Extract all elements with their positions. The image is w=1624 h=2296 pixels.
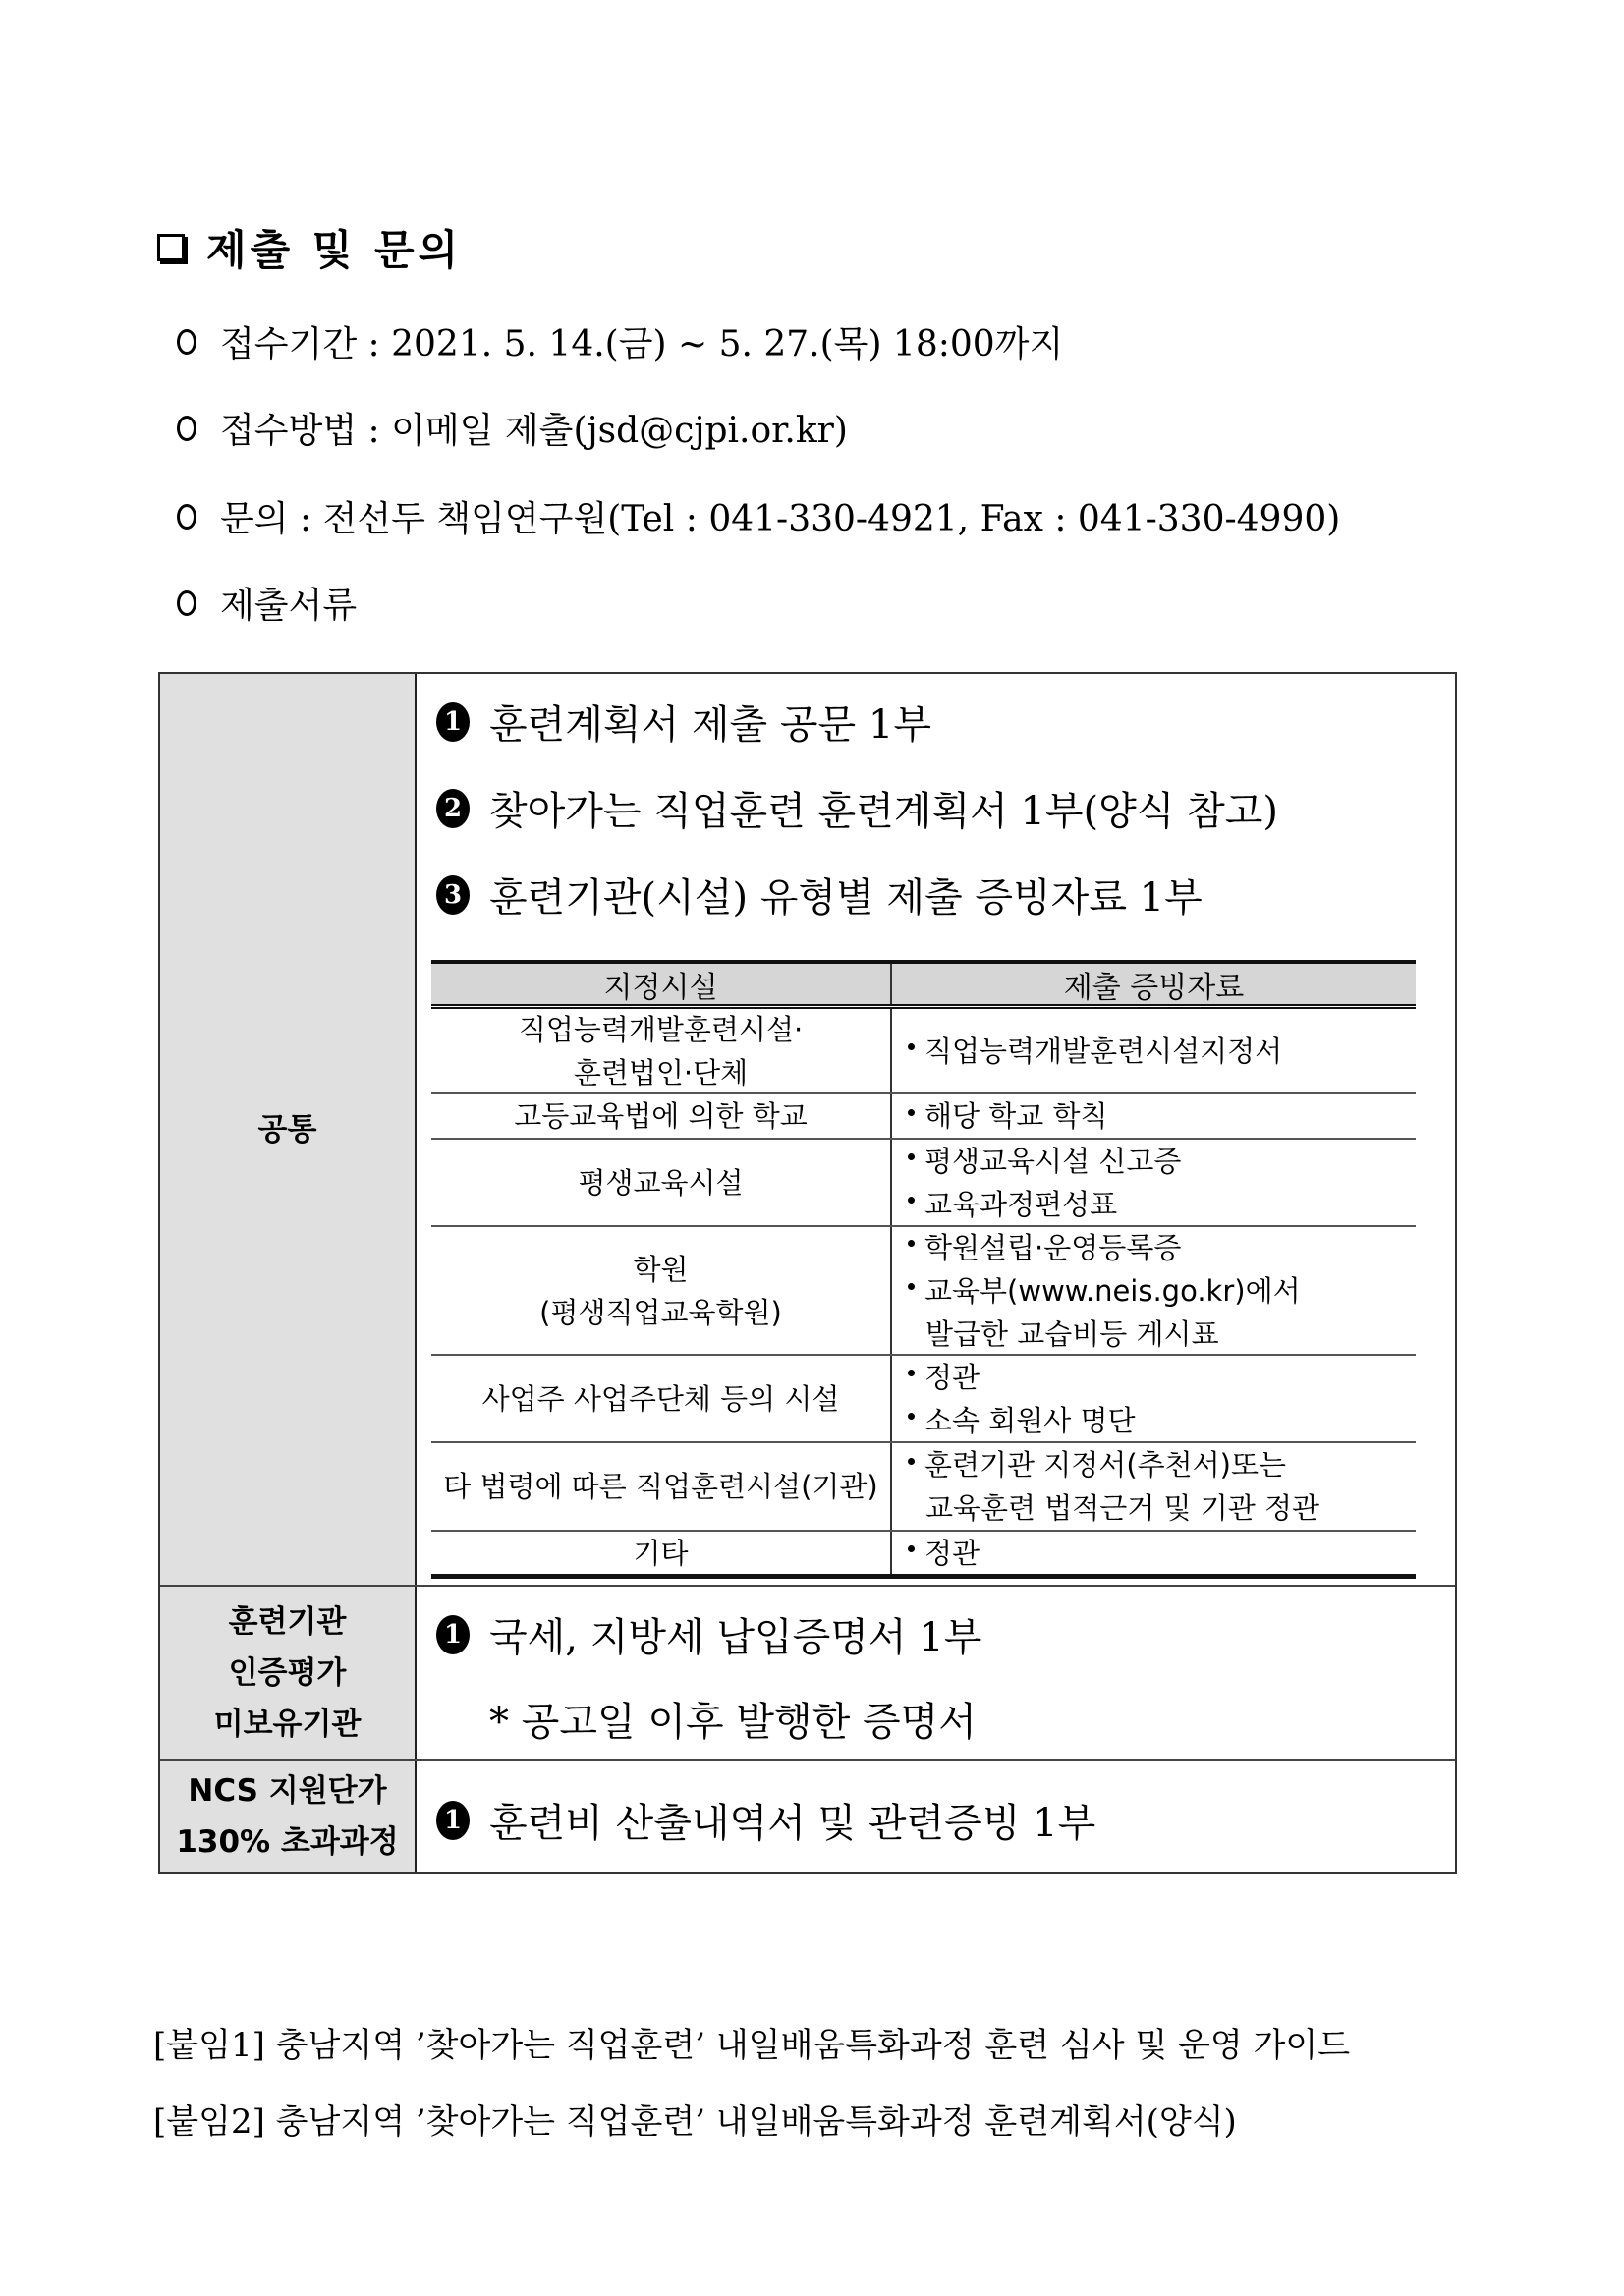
item-text: 훈련기관(시설) 유형별 제출 증빙자료 1부 — [489, 875, 1203, 921]
info-reception-period — [177, 316, 1063, 366]
table-row — [431, 1094, 1416, 1140]
number-badge-icon: 2 — [436, 789, 470, 828]
numbered-item — [436, 1606, 981, 1662]
info-reception-method — [177, 403, 848, 453]
header-facility: 지정시설 — [431, 964, 892, 1004]
circle-bullet-icon — [177, 329, 196, 355]
inner-table-header — [431, 960, 1416, 1004]
numbered-item — [436, 780, 1278, 836]
facility-cell — [431, 1532, 892, 1574]
category-label: 미보유기관 — [213, 1706, 362, 1742]
item-text: 찾아가는 직업훈련 훈련계획서 1부(양식 참고) — [489, 789, 1279, 834]
facility-text: 평생교육시설 — [578, 1165, 744, 1200]
facility-text: 타 법령에 따른 직업훈련시설(기관) — [443, 1470, 878, 1503]
evidence-text: 평생교육시설 신고증 — [924, 1144, 1182, 1178]
facility-cell — [431, 1009, 892, 1092]
evidence-text: 해당 학교 학칙 — [924, 1099, 1108, 1133]
table-row — [431, 1356, 1416, 1443]
category-label: 공통 — [257, 1111, 317, 1148]
info-text: 접수방법 : 이메일 제출(jsd@cjpi.or.kr) — [220, 411, 848, 451]
item-note: * 공고일 이후 발행한 증명서 — [489, 1700, 977, 1745]
evidence-cell — [892, 1227, 1416, 1354]
category-cell — [160, 674, 417, 1585]
category-label: NCS 지원단가 — [188, 1772, 387, 1809]
table-row-ncs-over-130 — [160, 1761, 1455, 1872]
number-badge-icon: 1 — [436, 1615, 470, 1654]
item-text: 훈련비 산출내역서 및 관련증빙 1부 — [489, 1801, 1096, 1846]
facility-cell — [431, 1443, 892, 1530]
evidence-cell — [892, 1094, 1416, 1138]
evidence-text: 훈련기관 지정서(추천서)또는 — [924, 1448, 1287, 1482]
facility-text: 훈련법인·단체 — [573, 1055, 749, 1090]
facility-text: 학원 — [633, 1252, 689, 1286]
evidence-cell — [892, 1009, 1416, 1092]
bullet-dot-icon — [908, 1545, 915, 1552]
evidence-cell — [892, 1443, 1416, 1530]
facility-cell — [431, 1356, 892, 1441]
info-documents — [177, 578, 357, 628]
evidence-text: 교육훈련 법적근거 및 기관 정관 — [925, 1491, 1320, 1525]
facility-text: 고등교육법에 의한 학교 — [514, 1099, 808, 1133]
bullet-dot-icon — [908, 1370, 915, 1376]
table-row — [431, 1140, 1416, 1227]
section-title — [157, 218, 462, 277]
evidence-text: 정관 — [924, 1536, 980, 1570]
attachment-1: [붙임1] 충남지역 ’찾아가는 직업훈련’ 내일배움특화과정 훈련 심사 및 운영 가이드 — [153, 2026, 1351, 2065]
bullet-dot-icon — [908, 1458, 915, 1465]
table-row — [431, 1532, 1416, 1579]
numbered-item — [436, 1792, 1095, 1848]
evidence-text: 학원설립·운영등록증 — [924, 1230, 1182, 1264]
evidence-cell — [892, 1140, 1416, 1225]
facility-text: 기타 — [633, 1536, 689, 1570]
evidence-cell — [892, 1532, 1416, 1574]
numbered-item — [436, 867, 1203, 923]
bullet-dot-icon — [908, 1283, 915, 1290]
evidence-text: 교육부(www.neis.go.kr)에서 — [924, 1273, 1301, 1308]
category-label: 130% 초과과정 — [176, 1823, 399, 1860]
bullet-dot-icon — [908, 1043, 915, 1050]
content-cell — [417, 1761, 1455, 1872]
info-text: 문의 : 전선두 책임연구원(Tel : 041-330-4921, Fax : 041-330-4990) — [220, 499, 1341, 539]
evidence-text: 교육과정편성표 — [924, 1187, 1118, 1221]
table-row-uncertified-institution — [160, 1587, 1455, 1761]
category-cell — [160, 1587, 417, 1759]
bullet-dot-icon — [908, 1413, 915, 1420]
facility-evidence-table — [431, 960, 1416, 1575]
section-title-text: 제출 및 문의 — [206, 226, 463, 274]
table-row — [431, 1009, 1416, 1094]
category-cell — [160, 1761, 417, 1872]
evidence-text: 소속 회원사 명단 — [924, 1403, 1136, 1437]
table-row — [431, 1227, 1416, 1356]
numbered-item — [436, 694, 931, 750]
category-label: 훈련기관 — [228, 1603, 347, 1640]
submission-documents-table — [158, 672, 1457, 1874]
info-text: 제출서류 — [220, 586, 358, 626]
facility-text: 직업능력개발훈련시설· — [518, 1012, 804, 1046]
evidence-text: 직업능력개발훈련시설지정서 — [924, 1034, 1283, 1068]
facility-text: 사업주 사업주단체 등의 시설 — [481, 1381, 840, 1416]
bullet-dot-icon — [908, 1240, 915, 1247]
item-text: 훈련계획서 제출 공문 1부 — [489, 702, 931, 748]
number-badge-icon: 1 — [436, 702, 470, 742]
bullet-dot-icon — [908, 1153, 915, 1160]
circle-bullet-icon — [177, 590, 196, 616]
facility-cell — [431, 1094, 892, 1138]
info-contact — [177, 491, 1340, 541]
content-cell — [417, 1587, 1455, 1759]
number-badge-icon: 3 — [436, 875, 470, 915]
facility-text: (평생직업교육학원) — [539, 1295, 782, 1329]
bullet-dot-icon — [908, 1109, 915, 1116]
facility-cell — [431, 1227, 892, 1354]
table-row-common — [160, 674, 1455, 1587]
circle-bullet-icon — [177, 504, 196, 530]
evidence-text: 발급한 교습비등 게시표 — [925, 1316, 1219, 1351]
attachment-2: [붙임2] 충남지역 ’찾아가는 직업훈련’ 내일배움특화과정 훈련계획서(양식) — [153, 2102, 1237, 2142]
bullet-dot-icon — [908, 1197, 915, 1204]
header-evidence: 제출 증빙자료 — [1063, 970, 1245, 1005]
number-badge-icon: 1 — [436, 1801, 470, 1840]
facility-cell — [431, 1140, 892, 1225]
category-label: 인증평가 — [228, 1654, 347, 1691]
circle-bullet-icon — [177, 416, 196, 441]
evidence-text: 정관 — [924, 1360, 980, 1394]
info-text: 접수기간 : 2021. 5. 14.(금) ~ 5. 27.(목) 18:00까지 — [220, 324, 1064, 364]
square-bullet-icon — [157, 234, 185, 261]
table-row — [431, 1443, 1416, 1532]
evidence-cell — [892, 1356, 1416, 1441]
item-text: 국세, 지방세 납입증명서 1부 — [489, 1615, 982, 1660]
